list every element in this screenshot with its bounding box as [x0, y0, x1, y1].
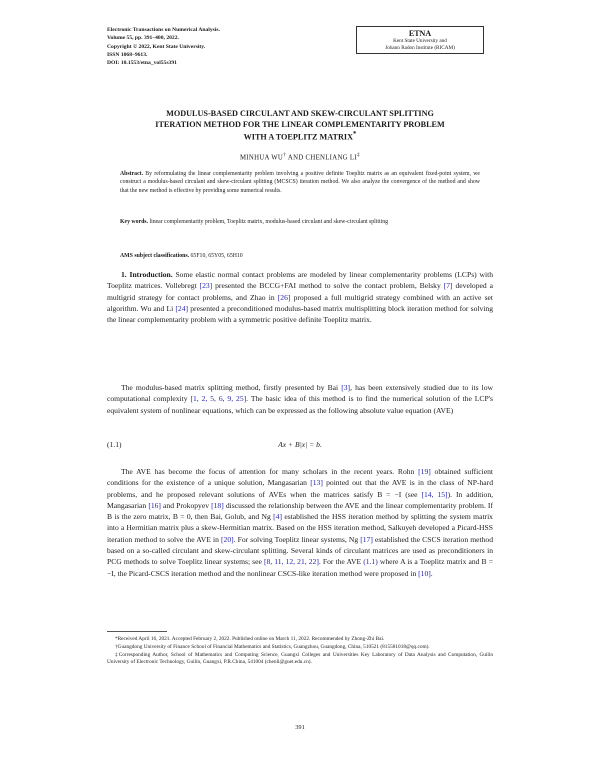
- equation-link[interactable]: (1.1): [363, 557, 378, 567]
- citation-link[interactable]: [13]: [310, 478, 323, 488]
- citation-link[interactable]: [19]: [418, 467, 431, 476]
- citation-link[interactable]: [8, 11, 12, 21, 22]: [263, 557, 319, 567]
- author-2-mark: ‡: [356, 152, 361, 158]
- author-1: MINHUA WU: [239, 154, 284, 162]
- journal-doi: DOI: 10.1553/etna_vol55s391: [107, 60, 177, 67]
- p3-text: and Prokopyev: [160, 500, 212, 510]
- citation-link[interactable]: [4]: [273, 512, 282, 522]
- citation-link[interactable]: [24]: [175, 303, 189, 313]
- footnote-rule: [107, 631, 167, 632]
- title-line-3-text: WITH A TOEPLITZ MATRIX: [243, 132, 353, 142]
- paper-title: [100, 109, 500, 144]
- citation-link[interactable]: [10]: [418, 568, 431, 578]
- citation-link[interactable]: [14, 15]: [421, 489, 448, 499]
- p1-text: Some elastic normal contact problems are modeled by linear complementarity problems (LCPs) with Toeplitz matrices. Vollebregt: [107, 270, 493, 291]
- intro-paragraph-3: [107, 466, 493, 579]
- p3-text: discussed the relationship between the AVE and the linear complementarity problem. If B is the zero matrix, B = 0, then Bai, Golub, and Ng: [107, 500, 493, 522]
- p3-text: . For solving Toeplitz linear systems, Ng: [233, 534, 361, 544]
- footnote-author-1: †Guangdong University of Finance School of Financial Mathematics and Statistics, Guangzhou, Guangdong, China, 510521 (815581018@qq.com).: [115, 643, 430, 650]
- ams-classifications: [120, 252, 480, 260]
- p3-text: where A is a Toeplitz matrix and B = −I, the Picard-CSCS iteration method and the nonlinear CSCS-like iteration method were proposed in: [107, 557, 494, 578]
- p1-text: developed a multigrid strategy for contact problems, and Zhao in: [107, 281, 493, 302]
- footnote-author-2: ‡Corresponding Author, School of Mathematics and Computing Science, Guangxi Colleges and Universities Key Laboratory of Data Analysis and Computation, Guilin University of Electronic Technology, Guilin, Guangxi, P.R.China, 541004 (chenli@guet.edu.cn).: [107, 651, 493, 666]
- intro-paragraph-2: [107, 382, 493, 416]
- citation-link[interactable]: [3]: [341, 383, 351, 392]
- citation-link[interactable]: [20]: [221, 534, 234, 544]
- p2-text: The modulus-based matrix splitting method, firstly presented by Bai: [121, 383, 342, 392]
- citation-link[interactable]: [17]: [360, 534, 373, 544]
- citation-link[interactable]: [26]: [277, 292, 291, 302]
- p3-text: pointed out that the AVE is in the class of NP-hard problems, and he proposed relevant solutions of AVEs when the matrices satisfy B = −I (see: [107, 478, 493, 499]
- journal-copyright: Copyright © 2022, Kent State University.: [107, 43, 206, 50]
- ams-text: 65F10, 65Y05, 65H10: [190, 253, 243, 259]
- journal-header: [107, 26, 220, 67]
- citation-link[interactable]: [18]: [211, 500, 224, 510]
- journal-name: Electronic Transactions on Numerical Analysis.: [107, 27, 220, 33]
- abstract-text: By reformulating the linear complementarity problem involving a positive definite Toeplitz matrix as an equivalent fixed-point system, we construct a modulus-based circulant and skew-circulant splitting (MCSCS) iteration method. We also analyze the convergence of the method and show that the new method is effective by providing some numerical results.: [120, 171, 480, 194]
- intro-paragraph-1: [107, 269, 493, 325]
- p1-text: presented the BCCG+FAI method to solve the contact problem, Belsky: [212, 281, 444, 291]
- title-line-3: [100, 130, 500, 143]
- title-footnote-mark: *: [353, 131, 357, 139]
- p3-text: ). In addition, Mangasarian: [107, 489, 494, 510]
- keywords-text: linear complementarity problem, Toeplitz matrix, modulus-based circulant and skew-circulant splitting: [149, 219, 389, 225]
- journal-volume: Volume 55, pp. 391–400, 2022.: [107, 35, 179, 42]
- p3-text: .: [430, 568, 433, 578]
- p3-text: obtained sufficient conditions for the existence of a unique solution, Mangasarian: [107, 467, 493, 488]
- title-line-2: ITERATION METHOD FOR THE LINEAR COMPLEMENTARITY PROBLEM: [155, 119, 445, 129]
- section-heading: 1. Introduction.: [121, 270, 173, 279]
- abstract-label: Abstract.: [120, 171, 144, 177]
- page-number: 391: [295, 724, 305, 731]
- footnotes: [107, 636, 493, 667]
- p3-text: The AVE has become the focus of attention for many scholars in the recent years. Rohn: [121, 467, 419, 476]
- p3-text: . For the AVE: [318, 557, 364, 567]
- p1-text: presented a preconditioned modulus-based matrix multisplitting block iteration method for solving the linear complementarity problem with a symmetric positive definite Toeplitz matrix.: [107, 303, 493, 325]
- p3-text: established the CSCS iteration method based on a so-called circulant and skew-circulant splitting. Several kinds of circulant matrices are used as preconditioners in PCG methods to solve Toeplitz linear systems; see: [107, 534, 493, 567]
- author-1-mark: †: [283, 152, 287, 158]
- ams-label: AMS subject classifications.: [120, 253, 190, 259]
- etna-box: [356, 26, 484, 54]
- title-line-1: MODULUS-BASED CIRCULANT AND SKEW-CIRCULANT SPLITTING: [166, 109, 434, 118]
- citation-link[interactable]: [7]: [443, 281, 453, 291]
- etna-line1: Kent State University and: [393, 38, 447, 44]
- abstract: [120, 170, 480, 195]
- p2-text: , has been extensively studied due to its low computational complexity: [107, 383, 494, 404]
- authors: [100, 152, 500, 161]
- equation-1-1: [107, 440, 493, 452]
- p3-text: established the HSS iteration method by splitting the system matrix into a Hermitian matrix plus a skew-Hermitian matrix. Based on the HSS iteration method, Salkuyeh developed a Picard-HSS iteration method to solve the AVE in: [107, 512, 493, 544]
- p1-text: proposed a full multigrid strategy combined with an active set algorithm. Wu and Li: [107, 292, 493, 313]
- etna-name: ETNA: [408, 29, 432, 38]
- author-2: AND CHENLIANG LI: [287, 154, 357, 162]
- citation-link[interactable]: [16]: [148, 500, 161, 510]
- equation-number: (1.1): [107, 440, 122, 449]
- p2-text: . The basic idea of this method is to find the numerical solution of the LCP's equivalent system of nonlinear equations, which can be expressed as the following absolute value equation (AVE): [107, 394, 493, 415]
- equation-body: Ax + B|x| = b.: [278, 440, 322, 449]
- citation-link[interactable]: [23]: [199, 281, 213, 291]
- journal-issn: ISSN 1068–9613.: [107, 51, 148, 58]
- footnote-received: *Received April 16, 2021. Accepted February 2, 2022. Published online on March 11, 2022. Recommended by Zhong-Zhi Bai.: [115, 636, 385, 642]
- citation-link[interactable]: [1, 2, 5, 6, 9, 25]: [190, 394, 247, 404]
- keywords: [120, 218, 480, 226]
- etna-line2: Johann Radon Institute (RICAM): [385, 45, 455, 51]
- keywords-label: Key words.: [120, 219, 149, 225]
